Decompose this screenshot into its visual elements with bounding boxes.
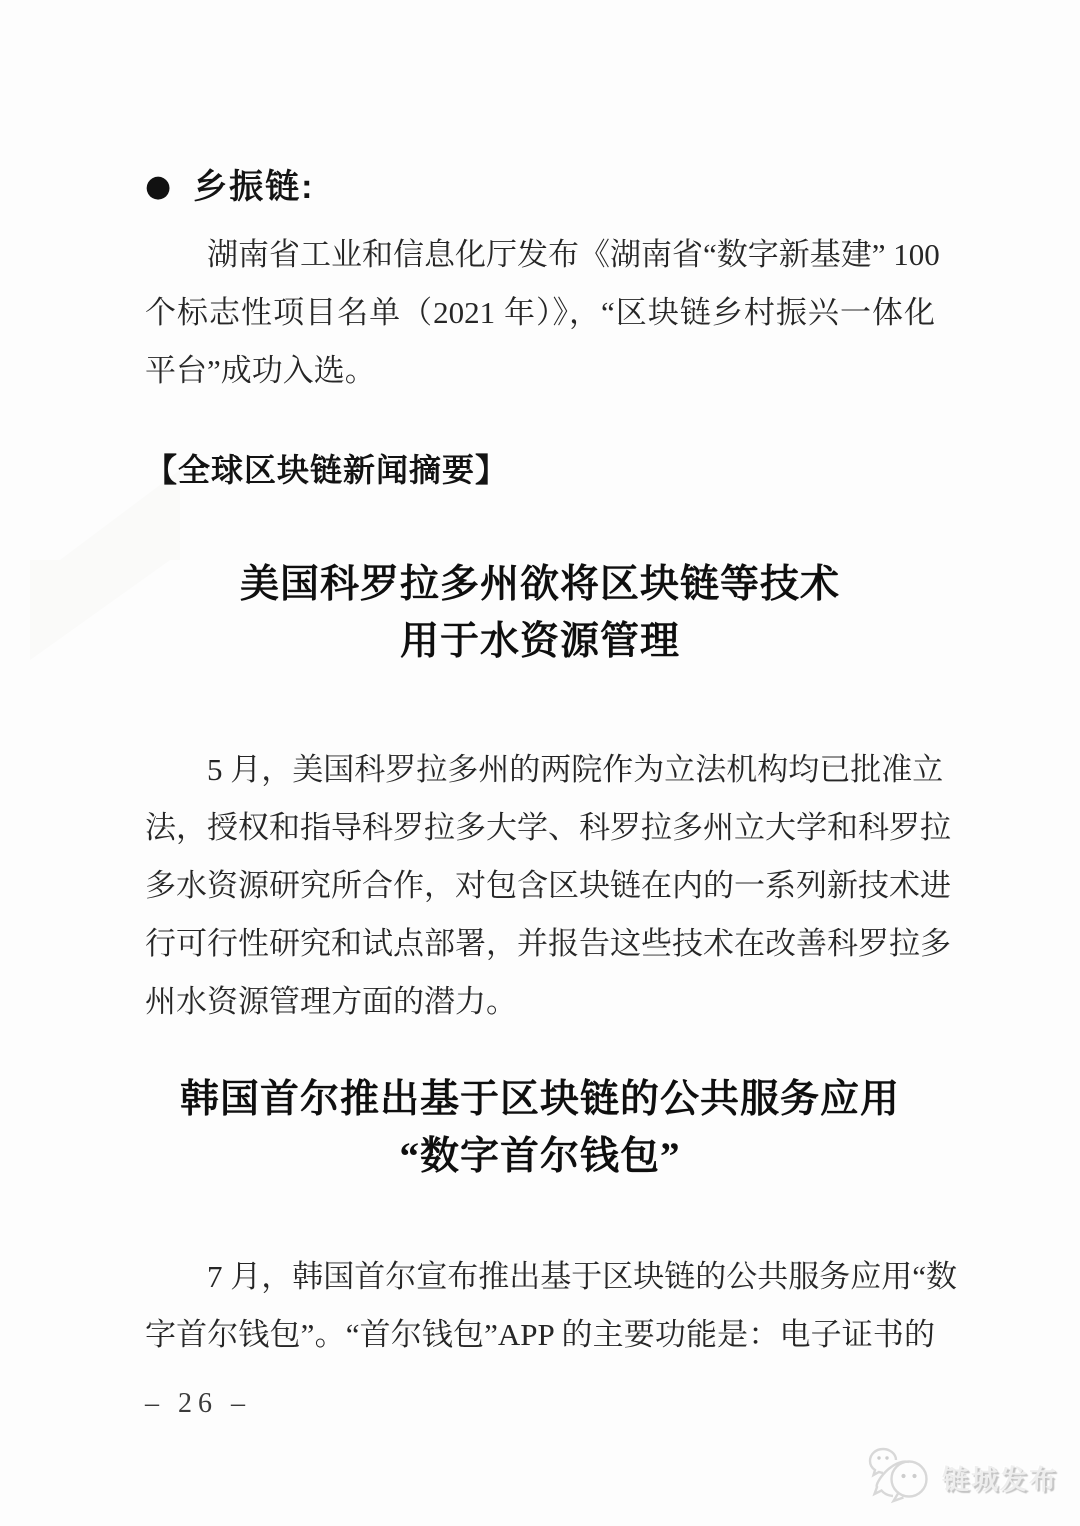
intro-paragraph: [145, 226, 940, 400]
paragraph-line: 字首尔钱包”。“首尔钱包”APP 的主要功能是：电子证书的: [145, 1317, 935, 1352]
article1-body: [145, 741, 951, 1031]
title-line: 用于水资源管理: [399, 620, 680, 663]
watermark-text: 链城发布: [942, 1464, 1058, 1495]
paragraph-line: 个标志性项目名单（2021 年）》，“区块链乡村振兴一体化: [145, 295, 935, 330]
page-number: – 26 –: [145, 1388, 251, 1419]
paragraph-line: 湖南省工业和信息化厅发布《湖南省“数字新基建” 100: [207, 237, 940, 272]
article1-title: [145, 556, 935, 670]
watermark: [866, 1446, 1058, 1508]
paragraph-line: 州水资源管理方面的潜力。: [145, 984, 517, 1019]
title-line: 美国科罗拉多州欲将区块链等技术: [239, 563, 840, 606]
paragraph-line: 平台”成功入选。: [145, 353, 376, 388]
bullet-label: 乡振链:: [193, 168, 315, 206]
wechat-icon: [866, 1446, 936, 1508]
title-line: 韩国首尔推出基于区块链的公共服务应用: [179, 1078, 900, 1121]
article2-title: [145, 1071, 935, 1185]
paragraph-line: 7 月，韩国首尔宣布推出基于区块链的公共服务应用“数: [207, 1259, 958, 1294]
bullet-marker: ●: [145, 169, 172, 204]
paragraph-line: 行可行性研究和试点部署，并报告这些技术在改善科罗拉多: [145, 926, 951, 961]
paragraph-line: 多水资源研究所合作，对包含区块链在内的一系列新技术进: [145, 868, 951, 903]
bullet-item: [145, 166, 315, 208]
section-header: 【全球区块链新闻摘要】: [145, 452, 509, 488]
title-line: “数字首尔钱包”: [399, 1135, 681, 1178]
paragraph-line: 法，授权和指导科罗拉多大学、科罗拉多州立大学和科罗拉: [145, 810, 951, 845]
article2-body: [145, 1248, 958, 1364]
paragraph-line: 5 月，美国科罗拉多州的两院作为立法机构均已批准立: [207, 752, 944, 787]
